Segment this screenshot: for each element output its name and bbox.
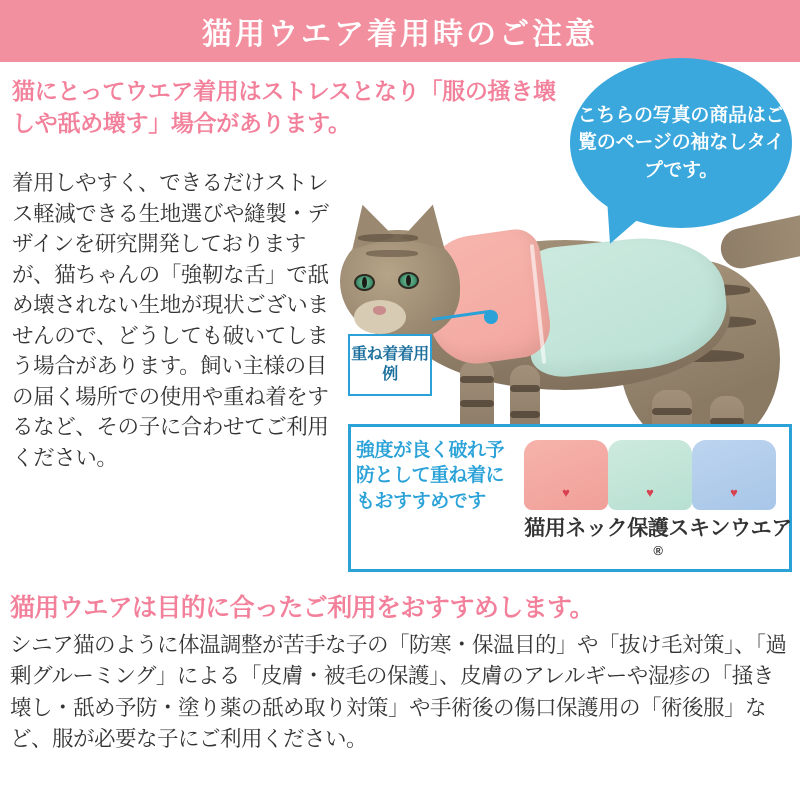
header-banner	[0, 0, 800, 62]
page-title: 猫用ウエア着用時のご注意	[202, 18, 598, 51]
heart-icon: ♥	[730, 485, 738, 500]
left-body-paragraph: 着用しやすく、できるだけストレス軽減できる生地選びや縫製・デザインを研究開発しておりますが、猫ちゃんの「強靭な舌」で舐め壊されない生地が現状ございませんので、どうしても破いてしまう場合があります。飼い主様の目の届く場所での使用や重ね着をするなど、その子に合わせてご利用ください。	[12, 171, 329, 470]
callout-layering-label: 重ね着着用例	[348, 334, 432, 396]
heart-icon: ♥	[646, 485, 654, 500]
cat-head	[340, 230, 460, 340]
bottom-body-paragraph: シニア猫のように体温調整が苦手な子の「防寒・保温目的」や「抜け毛対策」、「過剰グルーミング」による「皮膚・被毛の保護」、皮膚のアレルギーや湿疹の「掻き壊し・舐め予防・塗り薬の舐め取り対策」や手術後の傷口保護用の「術後服」など、服が必要な子にご利用ください。	[10, 633, 787, 752]
lead-paragraph: 猫にとってウエア着用はストレスとなり「服の掻き壊しや舐め壊す」場合があります。	[12, 78, 556, 136]
product-swatch-mint	[608, 440, 692, 510]
product-swatch-blue	[692, 440, 776, 510]
product-name	[524, 516, 792, 571]
bottom-lead-headline: 猫用ウエアは目的に合ったご利用をおすすめします。	[10, 594, 594, 622]
heart-icon: ♥	[562, 485, 570, 500]
product-name-text: 猫用ネック保護スキンウエア	[524, 517, 792, 540]
cat-eye-left	[354, 274, 375, 291]
callout-leader-dot	[484, 310, 498, 324]
cat-eye-right	[398, 272, 419, 289]
product-swatch-pink	[524, 440, 608, 510]
registered-trademark-icon: ®	[653, 542, 663, 558]
cat-nose	[373, 306, 386, 315]
product-panel-text: 強度が良く破れ予防として重ね着にもおすすめです	[356, 440, 505, 512]
cat-ear-right	[402, 199, 454, 248]
speech-bubble-note: こちらの写真の商品はご覧のページの袖なしタイプです。	[570, 58, 792, 228]
